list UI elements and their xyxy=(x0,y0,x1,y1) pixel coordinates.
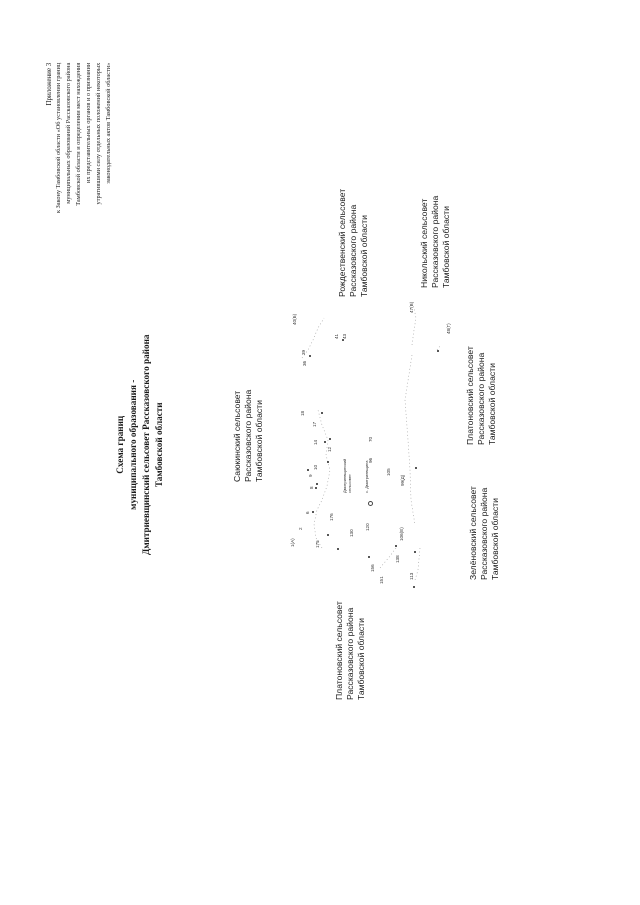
appendix-line: муниципальных образований Рассказовского района xyxy=(65,62,72,204)
neighbor-line: Рассказовского района xyxy=(476,352,486,445)
appendix-line: к Закону Тамбовской области «Об установлении границ xyxy=(55,62,62,213)
neighbor-line: Тамбовской области xyxy=(441,206,451,288)
village-marker xyxy=(368,501,373,506)
point-label: 36 xyxy=(302,360,307,366)
point-label: 96 xyxy=(368,457,373,463)
title-line: Тамбовской области xyxy=(154,402,164,488)
neighbor-line: Тамбовской области xyxy=(359,215,369,297)
point-label: 2 xyxy=(298,527,303,530)
neighbor-line: Тамбовской области xyxy=(356,618,366,700)
point-label: 43 xyxy=(342,333,347,339)
point-label: 8 xyxy=(309,486,314,489)
point-label: 41 xyxy=(334,333,339,339)
point-label: 40(Б) xyxy=(292,313,297,325)
boundary-point xyxy=(415,467,417,469)
neighbor-line: Никольский сельсовет xyxy=(419,198,429,288)
boundary-line xyxy=(412,308,416,345)
inner-council-line: Дмитриевщинский xyxy=(342,458,347,493)
boundary-point xyxy=(315,487,317,489)
point-label: 70 xyxy=(368,436,373,442)
point-label: 12 xyxy=(327,446,332,452)
boundary-point xyxy=(312,511,314,513)
appendix-line: их представительных органов и о признании xyxy=(85,62,92,183)
appendix-line: Тамбовской области и определении мест нахождения xyxy=(75,62,82,206)
neighbor-line: Рассказовского района xyxy=(243,389,253,482)
point-label: 14 xyxy=(313,439,318,445)
point-label: 99(Д) xyxy=(400,474,405,486)
point-label: 17 xyxy=(312,421,317,427)
boundary-point xyxy=(324,441,326,443)
appendix-line: законодательных актов Тамбовской области» xyxy=(105,62,112,184)
point-label: 130 xyxy=(349,529,354,537)
boundary-point xyxy=(327,534,329,536)
point-label: 10 xyxy=(313,464,318,470)
point-label: 18 xyxy=(300,410,305,416)
point-label: 1(А) xyxy=(290,538,295,547)
point-label: 176 xyxy=(329,513,334,521)
neighbor-line: Зелёновский сельсовет xyxy=(468,486,478,580)
neighbor-line: Тамбовской области xyxy=(254,400,264,482)
point-label: 48(Г) xyxy=(446,323,451,334)
neighbor-line: Платоновский сельсовет xyxy=(334,601,344,700)
title-line: Схема границ xyxy=(115,415,125,474)
neighbor-line: Саюкинский сельсовет xyxy=(232,390,242,482)
point-label: 6 xyxy=(305,511,310,514)
boundary-point xyxy=(309,355,311,357)
neighbor-line: Платоновский сельсовет xyxy=(465,346,475,445)
appendix-line: утратившими силу отдельных положений некоторых xyxy=(95,62,102,205)
point-label: 138 xyxy=(395,555,400,563)
boundary-point xyxy=(316,483,318,485)
point-label: 47(В) xyxy=(409,301,414,313)
boundary-point xyxy=(368,556,370,558)
boundary-point xyxy=(413,586,415,588)
inner-council-label xyxy=(342,459,352,493)
boundary-point xyxy=(395,545,397,547)
point-label: 156 xyxy=(370,564,375,572)
boundary-point xyxy=(437,350,439,352)
boundary-point xyxy=(327,461,329,463)
point-label: 120 xyxy=(365,523,370,531)
point-label: 175 xyxy=(315,540,320,548)
point-label: 105 xyxy=(386,468,391,476)
point-label: 106(Е) xyxy=(399,527,404,541)
title-line: Дмитриевщинский сельсовет Рассказовского района xyxy=(141,334,151,555)
point-label: 9 xyxy=(308,474,313,477)
boundary-point xyxy=(307,469,309,471)
neighbor-line: Тамбовской области xyxy=(487,363,497,445)
boundary-point xyxy=(321,412,323,414)
boundary-line xyxy=(380,548,396,568)
point-label: 113 xyxy=(409,572,414,580)
boundary-line xyxy=(415,548,420,580)
boundary-point xyxy=(342,339,344,341)
appendix-line: Приложение 3 xyxy=(45,62,53,106)
title-line: муниципального образования - xyxy=(128,379,138,510)
village-label: с. Дмитриевщина xyxy=(364,460,369,493)
neighbor-line: Рассказовского района xyxy=(345,607,355,700)
boundary-line xyxy=(314,410,330,548)
neighbor-line: Рассказовского района xyxy=(348,204,358,297)
neighbor-line: Рассказовского района xyxy=(430,195,440,288)
boundary-point xyxy=(414,551,416,553)
neighbor-line: Рассказовского района xyxy=(479,487,489,580)
point-label: 151 xyxy=(379,576,384,584)
point-label: 39 xyxy=(301,349,306,355)
neighbor-line: Тамбовской области xyxy=(490,498,500,580)
neighbor-line: Рождественский сельсовет xyxy=(337,188,347,297)
boundary-line xyxy=(405,355,415,525)
boundary-point xyxy=(329,438,331,440)
inner-council-line: сельсовет xyxy=(347,474,352,493)
boundary-point xyxy=(337,548,339,550)
